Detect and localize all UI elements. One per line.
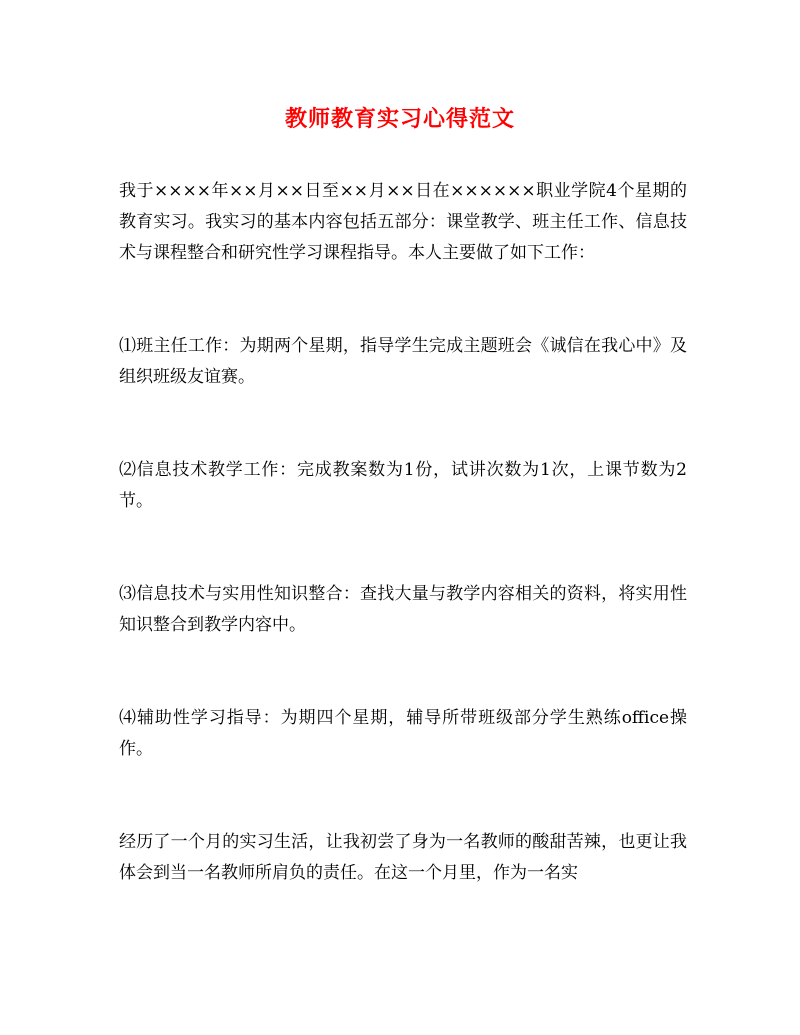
paragraph-item-3: ⑶信息技术与实用性知识整合：查找大量与教学内容相关的资料，将实用性知识整合到教学内容中。	[119, 584, 687, 635]
paragraph-gap	[119, 517, 687, 579]
paragraph-gap	[119, 393, 687, 455]
paragraph-intro: 我于××××年××月××日至××月××日在××××××职业学院4个星期的教育实习。我实习的基本内容包括五部分：课堂教学、班主任工作、信息技术与课程整合和研究性学习课程指导。本人主要做了如下工作：	[119, 181, 687, 263]
paragraph-item-2: ⑵信息技术教学工作：完成教案数为1份，试讲次数为1次，上课节数为2节。	[119, 460, 687, 511]
paragraph-gap	[119, 269, 687, 331]
document-title: 教师教育实习心得范文	[284, 106, 515, 132]
paragraph-reflection: 经历了一个月的实习生活，让我初尝了身为一名教师的酸甜苦辣，也更让我体会到当一名教师所肩负的责任。在这一个月里，作为一名实	[119, 832, 687, 883]
paragraph-gap	[119, 641, 687, 703]
paragraph-gap	[119, 765, 687, 827]
document-body	[119, 176, 687, 889]
paragraph-item-4: ⑷辅助性学习指导：为期四个星期，辅导所带班级部分学生熟练office操作。	[119, 708, 687, 759]
paragraph-item-1: ⑴班主任工作：为期两个星期，指导学生完成主题班会《诚信在我心中》及组织班级友谊赛。	[119, 336, 687, 387]
